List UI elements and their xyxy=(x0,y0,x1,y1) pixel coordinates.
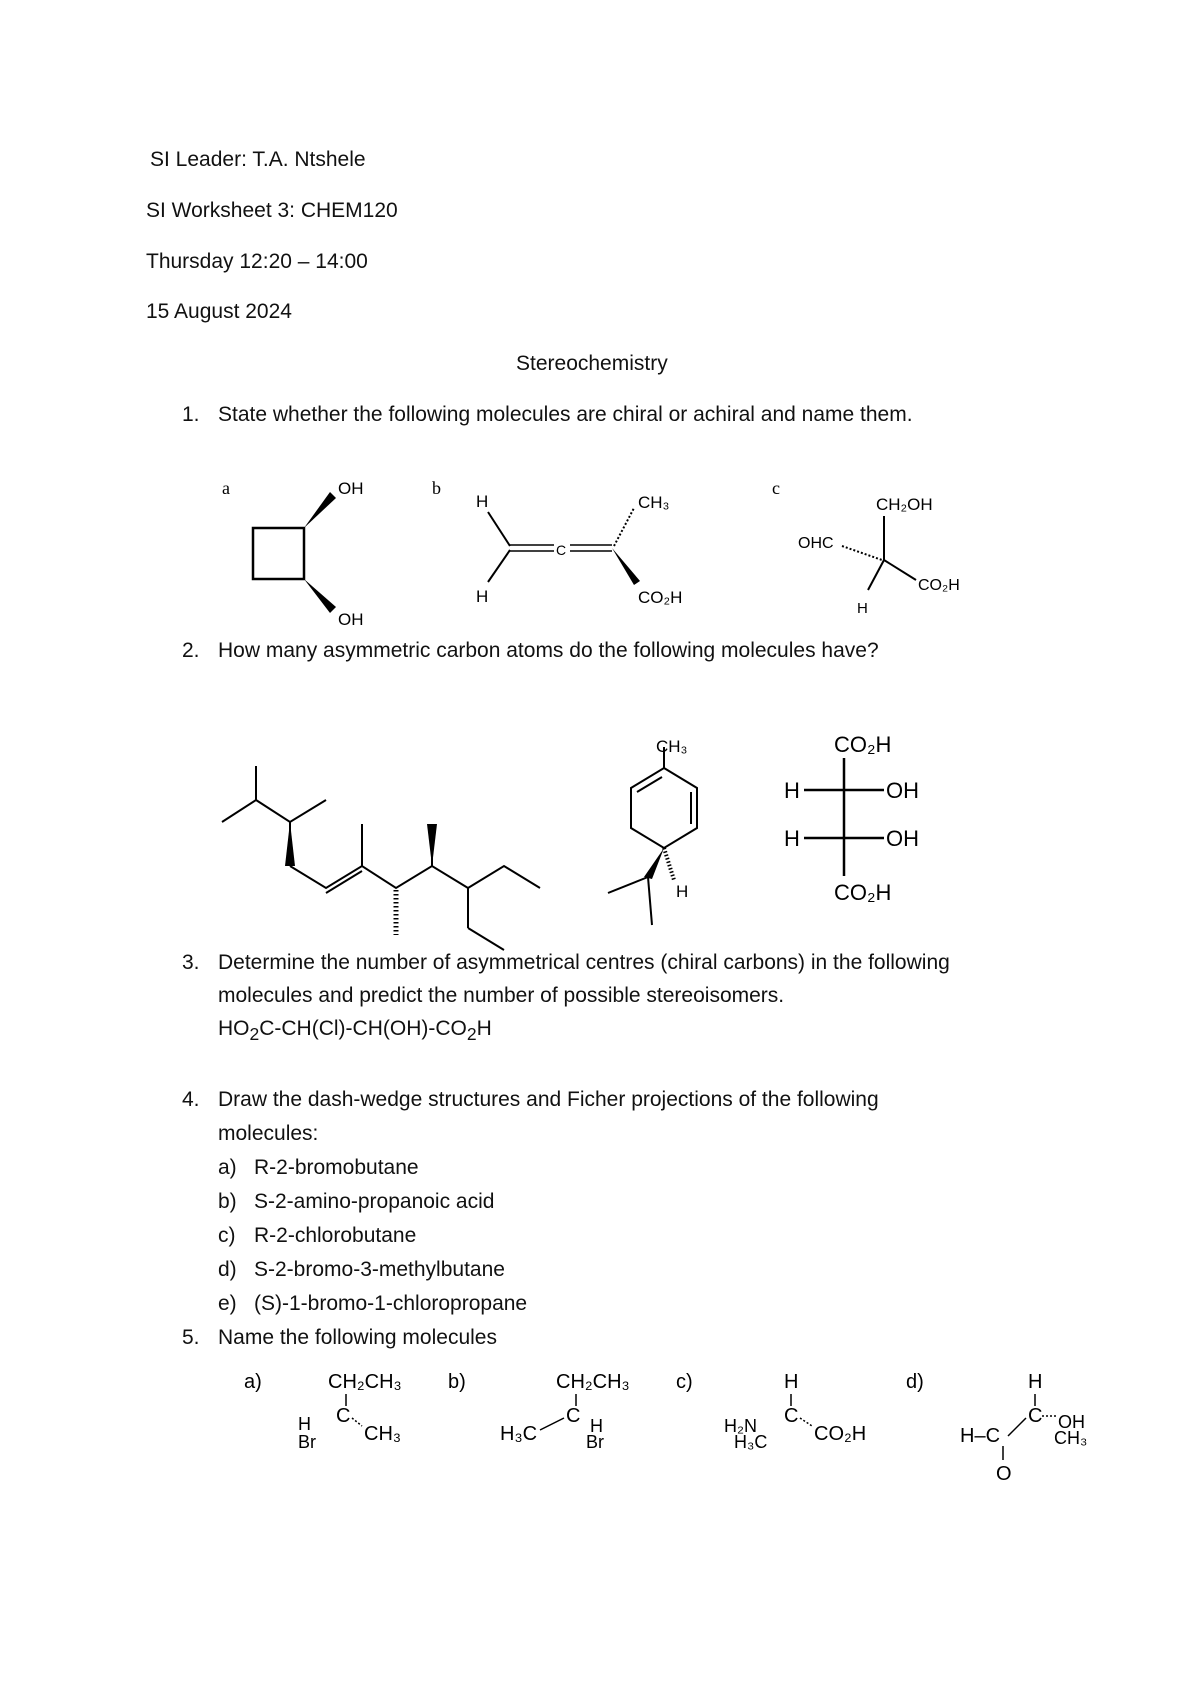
ohc-label: OHC xyxy=(798,535,834,552)
fischer-oh: OH xyxy=(886,826,919,851)
q5-label-c: c) xyxy=(676,1371,693,1393)
q4-item-text: (S)-1-bromo-1-chloropropane xyxy=(254,1292,528,1315)
q1-number: 1. xyxy=(182,403,200,426)
ch3-label: CH₃ xyxy=(364,1423,402,1445)
h-label: H xyxy=(298,1414,311,1434)
q4-item-label: d) xyxy=(218,1258,237,1281)
fischer-h: H xyxy=(784,778,800,803)
c-label: C xyxy=(566,1405,581,1427)
session-time: Thursday 12:20 – 14:00 xyxy=(146,250,368,273)
q4-item-label: c) xyxy=(218,1224,236,1247)
hc-label: H–C xyxy=(960,1425,1001,1447)
q1-label-b: b xyxy=(432,478,441,498)
c-label: C xyxy=(1028,1405,1043,1427)
q3-line1: Determine the number of asymmetrical centres (chiral carbons) in the following xyxy=(218,951,950,974)
q4-item-label: b) xyxy=(218,1190,237,1213)
q2-number: 2. xyxy=(182,639,200,662)
q1-label-a: a xyxy=(222,478,230,498)
q4-line2: molecules: xyxy=(218,1122,319,1145)
h2n-label: H₂N xyxy=(724,1416,757,1436)
q1-text: State whether the following molecules are chiral or achiral and name them. xyxy=(218,403,913,426)
ch3-label: CH₃ xyxy=(656,737,688,756)
si-leader: SI Leader: T.A. Ntshele xyxy=(150,148,366,171)
h-label: H xyxy=(857,600,868,617)
h-label: H xyxy=(476,587,489,606)
ch3-label: CH₃ xyxy=(1054,1428,1088,1448)
q5-label-b: b) xyxy=(448,1371,466,1393)
co2h-label: CO₂H xyxy=(638,588,683,607)
ch3-label: CH₃ xyxy=(638,493,670,512)
h3c-label: H₃C xyxy=(734,1432,768,1452)
q4-item-label: a) xyxy=(218,1156,237,1179)
h3c-label: H₃C xyxy=(500,1423,538,1445)
q5-label-d: d) xyxy=(906,1371,924,1393)
worksheet-title: SI Worksheet 3: CHEM120 xyxy=(146,199,398,222)
ch2ch3-label: CH₂CH₃ xyxy=(328,1371,402,1393)
q5-text: Name the following molecules xyxy=(218,1326,497,1349)
q4-item-text: S-2-amino-propanoic acid xyxy=(254,1190,495,1213)
h-label: H xyxy=(590,1416,603,1436)
h-label: H xyxy=(784,1371,799,1393)
oh-label: OH xyxy=(338,479,364,498)
q4-number: 4. xyxy=(182,1088,200,1111)
q3-number: 3. xyxy=(182,951,200,974)
q1-label-c: c xyxy=(772,478,780,498)
h-label: H xyxy=(476,492,489,511)
oh-label: OH xyxy=(1058,1412,1085,1432)
q4-item-text: S-2-bromo-3-methylbutane xyxy=(254,1258,505,1281)
page-title: Stereochemistry xyxy=(516,352,668,375)
ch2oh-label: CH₂OH xyxy=(876,495,933,514)
q4-item-text: R-2-chlorobutane xyxy=(254,1224,417,1247)
h-label: H xyxy=(1028,1371,1043,1393)
fischer-co2h-bottom: CO₂H xyxy=(834,880,892,905)
q4-line1: Draw the dash-wedge structures and Ficher projections of the following xyxy=(218,1088,879,1111)
q5-label-a: a) xyxy=(244,1371,262,1393)
q3-formula: $HO_2C-CH(Cl)-CH(OH)-CO_2H$ xyxy=(218,1017,492,1045)
q3-line2: molecules and predict the number of possible stereoisomers. xyxy=(218,984,785,1007)
fischer-oh: OH xyxy=(886,778,919,803)
h-label: H xyxy=(676,882,689,901)
q4-item-label: e) xyxy=(218,1292,237,1315)
br-label: Br xyxy=(298,1432,316,1452)
o-label: O xyxy=(996,1463,1012,1485)
oh-label: OH xyxy=(338,610,364,629)
q5-number: 5. xyxy=(182,1326,200,1349)
c-label: C xyxy=(336,1405,351,1427)
q2-text: How many asymmetric carbon atoms do the following molecules have? xyxy=(218,639,879,662)
br-label: Br xyxy=(586,1432,604,1452)
c-label: C xyxy=(556,542,567,558)
fischer-co2h-top: CO₂H xyxy=(834,732,892,757)
q4-item-text: R-2-bromobutane xyxy=(254,1156,419,1179)
fischer-h: H xyxy=(784,826,800,851)
session-date: 15 August 2024 xyxy=(146,300,292,323)
c-label: C xyxy=(784,1405,799,1427)
ch2ch3-label: CH₂CH₃ xyxy=(556,1371,630,1393)
co2h-label: CO₂H xyxy=(918,577,960,594)
co2h-label: CO₂H xyxy=(814,1423,867,1445)
